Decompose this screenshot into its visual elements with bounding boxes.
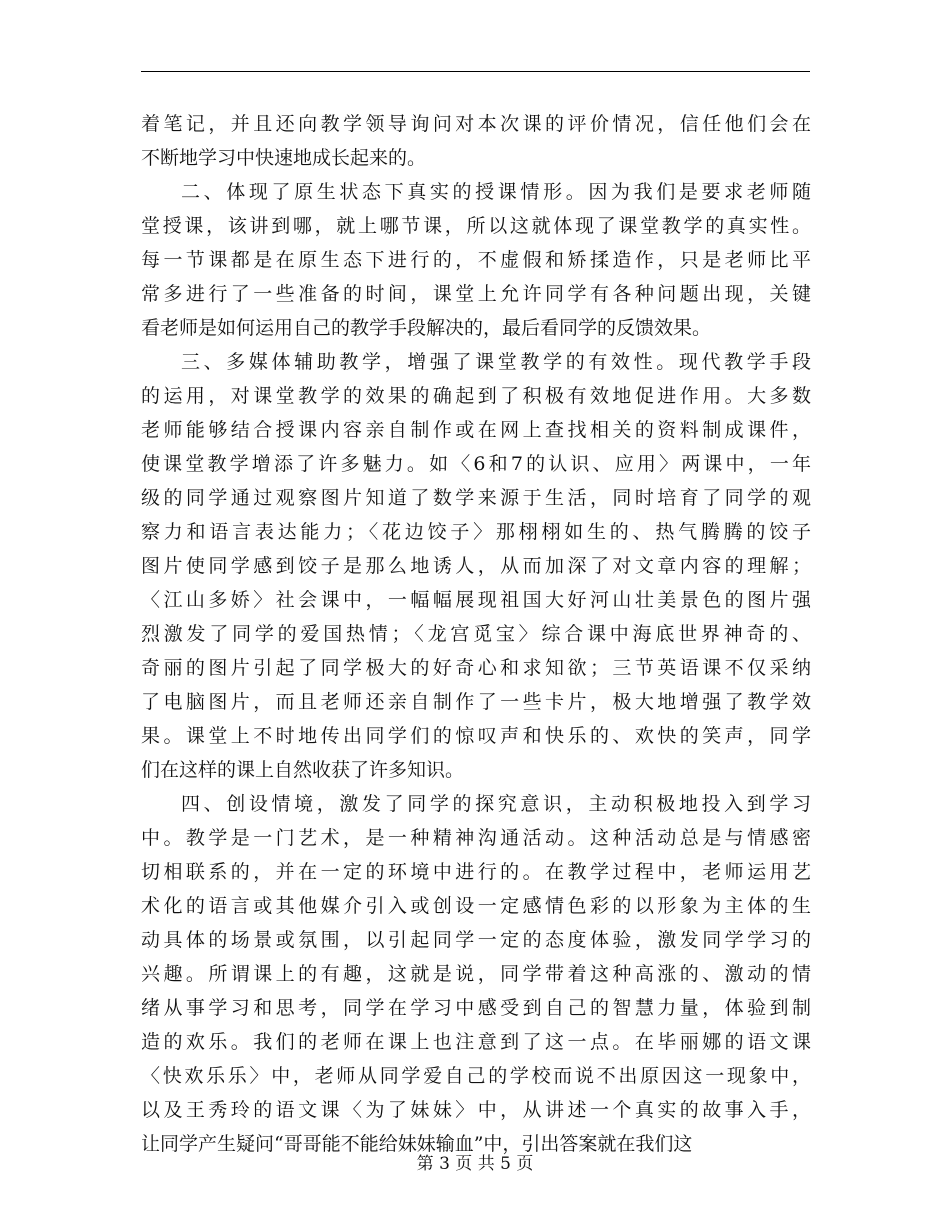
text-line: 绪从事学习和思考，同学在学习中感受到自己的智慧力量，体验到制 xyxy=(141,997,811,1019)
text-line: 造的欢乐。我们的老师在课上也注意到了这一点。在毕丽娜的语文课 xyxy=(141,1031,811,1053)
text-line: 老师能够结合授课内容亲自制作或在网上查找相关的资料制成课件， xyxy=(141,419,811,441)
text-line: 〈快欢乐乐〉中，老师从同学爱自己的学校而说不出原因这一现象中， xyxy=(141,1065,811,1087)
page-number-footer: 第 3 页 共 5 页 xyxy=(416,1154,534,1174)
paragraph xyxy=(141,175,811,345)
text-line: 图片使同学感到饺子是那么地诱人，从而加深了对文章内容的理解； xyxy=(141,555,811,577)
text-line: 级的同学通过观察图片知道了数学来源于生活，同时培育了同学的观 xyxy=(141,487,811,509)
text-line: 察力和语言表达能力；〈花边饺子〉那栩栩如生的、热气腾腾的饺子 xyxy=(141,521,811,543)
text-line: 切相联系的，并在一定的环境中进行的。在教学过程中，老师运用艺 xyxy=(141,861,811,883)
text-line: 常多进行了一些准备的时间，课堂上允许同学有各种问题出现，关键 xyxy=(141,283,811,305)
text-line: 果。课堂上不时地传出同学们的惊叹声和快乐的、欢快的笑声，同学 xyxy=(141,725,811,747)
text-line: 每一节课都是在原生态下进行的，不虚假和矫揉造作，只是老师比平 xyxy=(141,249,811,271)
paragraph xyxy=(141,787,811,1161)
text-line: 奇丽的图片引起了同学极大的好奇心和求知欲；三节英语课不仅采纳 xyxy=(141,657,811,679)
text-line: 烈激发了同学的爱国热情；〈龙宫觅宝〉综合课中海底世界神奇的、 xyxy=(141,623,811,645)
text-line: 使课堂教学增添了许多魅力。如〈6和7的认识、应用〉两课中，一年 xyxy=(141,453,811,475)
text-line: 了电脑图片，而且老师还亲自制作了一些卡片，极大地增强了教学效 xyxy=(141,691,811,713)
text-line: 二、体现了原生状态下真实的授课情形。因为我们是要求老师随 xyxy=(181,181,811,203)
text-line: 动具体的场景或氛围，以引起同学一定的态度体验，激发同学学习的 xyxy=(141,929,811,951)
text-line: 堂授课，该讲到哪，就上哪节课，所以这就体现了课堂教学的真实性。 xyxy=(141,215,811,237)
text-line: 让同学产生疑问“哥哥能不能给妹妹输血”中，引出答案就在我们这 xyxy=(141,1133,693,1155)
text-line: 术化的语言或其他媒介引入或创设一定感情色彩的以形象为主体的生 xyxy=(141,895,811,917)
text-line: 不断地学习中快速地成长起来的。 xyxy=(141,147,427,169)
text-line: 的运用，对课堂教学的效果的确起到了积极有效地促进作用。大多数 xyxy=(141,385,811,407)
text-line: 四、创设情境，激发了同学的探究意识，主动积极地投入到学习 xyxy=(181,793,811,815)
text-line: 看老师是如何运用自己的教学手段解决的，最后看同学的反馈效果。 xyxy=(141,317,712,339)
header-rule xyxy=(141,71,810,72)
text-line: 中。教学是一门艺术，是一种精神沟通活动。这种活动总是与情感密 xyxy=(141,827,811,849)
text-line: 以及王秀玲的语文课〈为了妹妹〉中，从讲述一个真实的故事入手， xyxy=(141,1099,811,1121)
document-body xyxy=(141,107,811,1161)
text-line: 三、多媒体辅助教学，增强了课堂教学的有效性。现代教学手段 xyxy=(181,351,811,373)
text-line: 〈江山多娇〉社会课中，一幅幅展现祖国大好河山壮美景色的图片强 xyxy=(141,589,811,611)
text-line: 兴趣。所谓课上的有趣，这就是说，同学带着这种高涨的、激动的情 xyxy=(141,963,811,985)
text-line: 们在这样的课上自然收获了许多知识。 xyxy=(141,759,465,781)
paragraph xyxy=(141,345,811,787)
text-line: 着笔记，并且还向教学领导询问对本次课的评价情况，信任他们会在 xyxy=(141,113,811,135)
paragraph xyxy=(141,107,811,175)
